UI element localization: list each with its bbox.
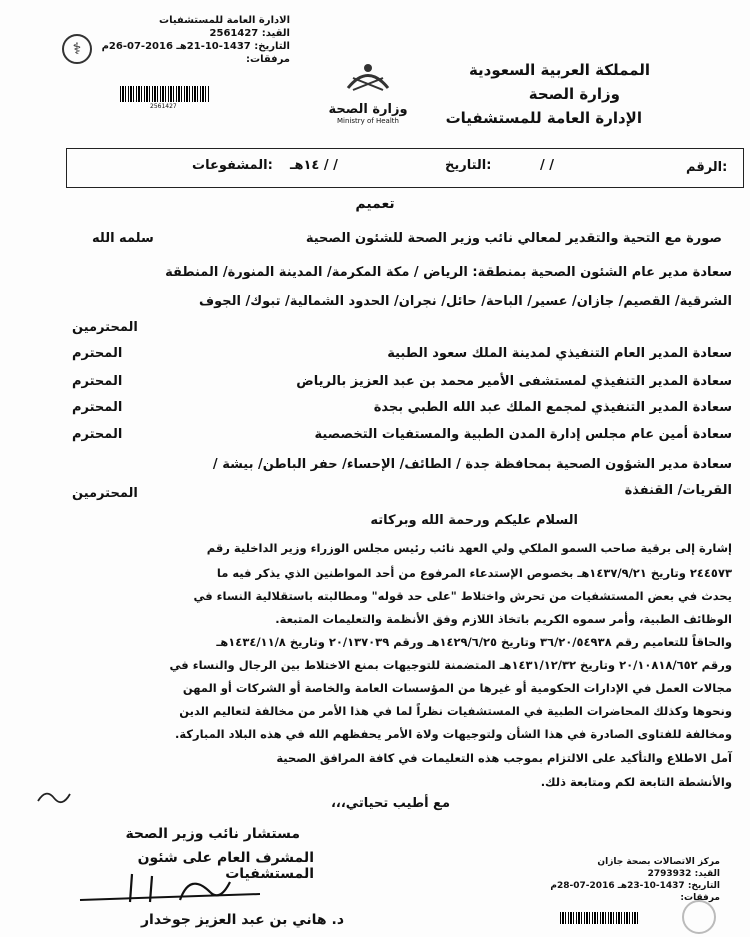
- document-title: تعميم: [355, 196, 395, 212]
- department-name: الإدارة العامة للمستشفيات: [445, 109, 642, 127]
- body-line: الوظائف الطبية، وأمر سموه الكريم باتخاذ اللازم وفق الأنظمة والتعليمات المتبعة.: [275, 612, 732, 626]
- ministry-name: وزارة الصحة: [528, 85, 620, 103]
- recipient-line: الشرقية/ القصيم/ جازان/ عسير/ الباحة/ حائل/ نجران/ الحدود الشمالية/ تبوك/ الجوف: [199, 294, 732, 309]
- logo-arabic: وزارة الصحة: [328, 102, 408, 117]
- stamp-date: التاريخ: 1437-10-21هـ 2016-07-26م: [101, 41, 290, 52]
- body-line: ومخالفة للفتاوى الصادرة في هذا الشأن ولتوجيهات ولاة الأمر يحفظهم الله في هذه البلاد المباركة.: [174, 727, 732, 741]
- recipient-honor: المحترم: [72, 346, 123, 361]
- closing: مع أطيب تحياتي،،،: [330, 796, 450, 811]
- stamp-barcode: [120, 86, 210, 102]
- stamp-qaid: القيد: 2561427: [209, 28, 290, 39]
- recipient-honor: المحترم: [72, 427, 123, 442]
- kingdom-name: المملكة العربية السعودية: [468, 61, 650, 79]
- stamp-emblem-icon: [682, 900, 716, 934]
- signatory-name: د. هاني بن عبد العزيز جوخدار: [140, 912, 344, 928]
- body-line: يحدث في بعض المستشفيات من تحرش واختلاط "على حد قوله" ومطالبته باستقلالية النساء في: [193, 589, 732, 603]
- recipient-line: صورة مع التحية والتقدير لمعالي نائب وزير الصحة للشئون الصحية: [305, 231, 722, 246]
- signature-title-1: مستشار نائب وزير الصحة: [125, 826, 300, 842]
- handwritten-signature: [70, 862, 270, 912]
- recipient-honor: المحترمين: [72, 486, 138, 501]
- stamp-emblem-icon: ⚕: [62, 34, 92, 64]
- body-line: ونحوها وكذلك المحاضرات الطبية في المستشفيات نظراً لما في هذا الأمر من مخالفة لتعاليم الدين: [179, 704, 732, 718]
- stamp-org: مركز الاتصالات بصحة جازان: [597, 857, 720, 867]
- stamp-qaid: القيد: 2793932: [647, 869, 720, 879]
- recipient-honor: المحترمين: [72, 320, 138, 335]
- recipient-line: سعادة المدير التنفيذي لمستشفى الأمير محمد بن عبد العزيز بالرياض: [296, 374, 732, 389]
- stamp-attachments: مرفقات:: [680, 893, 720, 903]
- ref-number-label: الرقم:: [686, 160, 728, 175]
- recipient-line: سعادة مدير الشؤون الصحية بمحافظة جدة / الطائف/ الإحساء/ حفر الباطن/ بيشة /: [212, 457, 732, 472]
- body-line: ورقم ٢٠/١٠٨١٨/٦٥٢ وتاريخ ١٤٣١/١٢/٣٢هـ المتضمنة للتوجيهات بمنع الاختلاط بين الرجال والنساء في: [169, 658, 732, 672]
- recipient-line: سعادة المدير العام التنفيذي لمدينة الملك سعود الطبية: [387, 346, 732, 361]
- stamp-attachments: مرفقات:: [246, 54, 290, 65]
- ref-date-value: / / ١٤هـ: [290, 158, 338, 173]
- stamp-barcode: [560, 912, 640, 924]
- ref-number-slashes: / /: [540, 158, 555, 173]
- stamp-date: التاريخ: 1437-10-23هـ 2016-07-28م: [550, 881, 720, 891]
- recipient-honor: سلمه الله: [92, 231, 154, 246]
- receipt-stamp: [520, 856, 720, 904]
- moh-emblem-icon: [338, 58, 398, 98]
- recipient-honor: المحترم: [72, 374, 123, 389]
- stamp-barcode-number: 2561427: [150, 103, 177, 110]
- initials-scribble: [36, 786, 76, 806]
- reference-box: [66, 148, 744, 188]
- body-line: والحاقاً للتعاميم رقم ٣٦/٢٠/٥٤٩٣٨ وتاريخ ١٤٢٩/٦/٢٥هـ ورقم ٢٠/١٣٧٠٣٩ وتاريخ ١٤٣٤/١١/٨هـ: [216, 635, 732, 649]
- ref-date-label: التاريخ:: [445, 158, 492, 173]
- recipient-line: سعادة أمين عام مجلس إدارة المدن الطبية والمستفيات التخصصية: [314, 427, 732, 442]
- recipient-line: القريات/ القنفذة: [624, 483, 732, 498]
- ref-attachments-label: المشفوعات:: [192, 158, 273, 173]
- body-line: ٢٤٤٥٧٣ وتاريخ ١٤٣٧/٩/٢١هـ بخصوص الإستدعاء المرفوع من أحد المواطنين الذي يذكر فيه ما: [216, 566, 732, 580]
- stamp-org: الادارة العامة للمستشفيات: [159, 15, 290, 26]
- incoming-stamp: [100, 14, 290, 66]
- signature-title-2: المشرف العام على شئون المستشفيات: [137, 850, 314, 882]
- recipient-line: سعادة المدير التنفيذي لمجمع الملك عبد الله الطبي بجدة: [373, 400, 732, 415]
- body-line: إشارة إلى برقية صاحب السمو الملكي ولي العهد نائب رئيس مجلس الوزراء وزير الداخلية رقم: [206, 541, 732, 555]
- recipient-line: سعادة مدير عام الشئون الصحية بمنطقة: الرياض / مكة المكرمة/ المدينة المنورة/ المنطقة: [165, 265, 732, 280]
- body-line: مجالات العمل في الإدارات الحكومية أو غيرها من المؤسسات العامة والخاصة أو الشركات أو المهن: [182, 681, 732, 695]
- logo-english: Ministry of Health: [337, 117, 399, 125]
- letterhead: [440, 58, 650, 130]
- body-line: والأنشطة التابعة لكم ومتابعة ذلك.: [540, 775, 732, 789]
- body-line: آمل الاطلاع والتأكيد على الالتزام بموجب هذه التعليمات في كافة المرافق الصحية: [276, 751, 732, 765]
- greeting: السلام عليكم ورحمة الله وبركاته: [370, 513, 578, 528]
- ministry-logo: [318, 58, 418, 128]
- recipient-honor: المحترم: [72, 400, 123, 415]
